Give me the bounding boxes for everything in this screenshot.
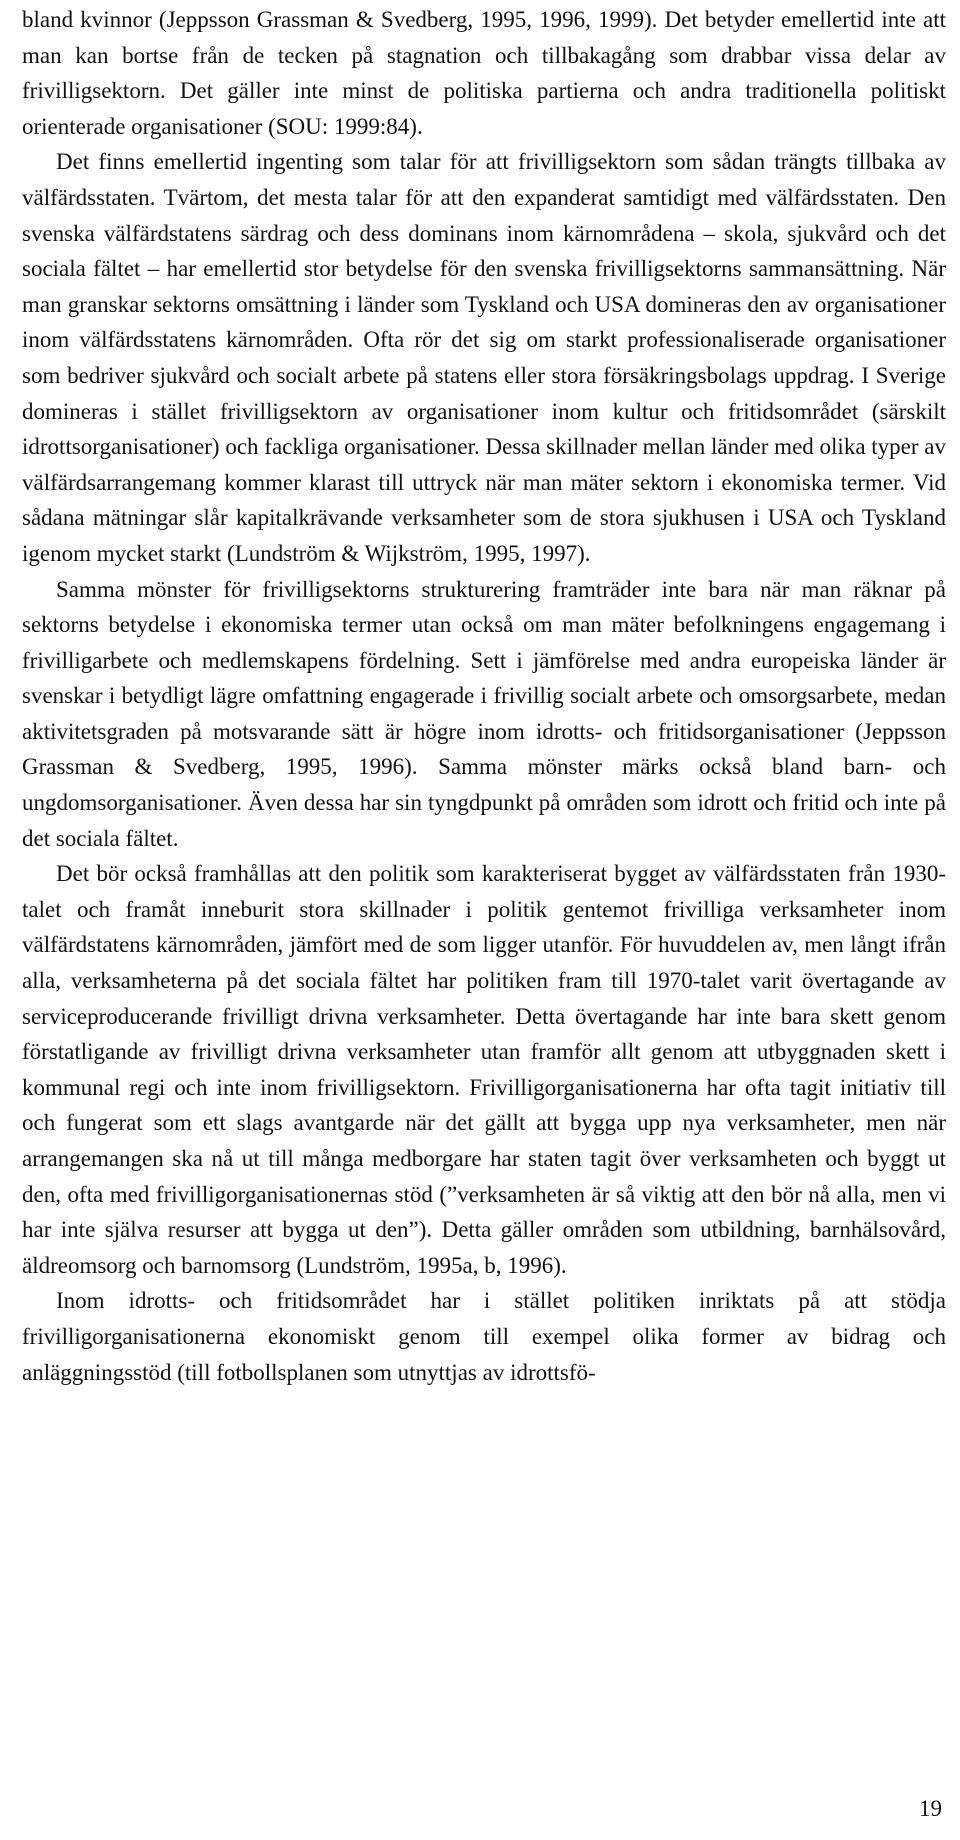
paragraph: Samma mönster för frivilligsektorns strukturering framträder inte bara när man räknar på sektorns betydelse i ekonomiska termer utan också om man mäter befolkningens engagemang i frivilligarbete och medlemskapens fördelning. Sett i jämförelse med andra europeiska länder är svenskar i betydligt lägre omfattning engagerade i frivillig socialt arbete och omsorgsarbete, medan aktivitetsgraden på motsvarande sätt är högre inom idrotts- och fritidsorganisationer (Jeppsson Grassman & Svedberg, 1995, 1996). Samma mönster märks också bland barn- och ungdomsorganisationer. Även dessa har sin tyngdpunkt på områden som idrott och fritid och inte på det sociala fältet. <box>22 576 946 851</box>
page-number: 19 <box>919 1796 942 1821</box>
paragraph: Det bör också framhållas att den politik som karakteriserat bygget av välfärdsstaten från 1930-talet och framåt inneburit stora skillnader i politik gentemot frivilliga verksamheter inom välfärdstatens kärnområden, jämfört med de som ligger utanför. För huvuddelen av, men långt ifrån alla, verksamheterna på det sociala fältet har politiken fram till 1970-talet varit övertagande av serviceproducerande frivilligt drivna verksamheter. Detta övertagande har inte bara skett genom förstatligande av frivilligt drivna verksamheter utan framför allt genom att utbyggnaden skett i kommunal regi och inte inom frivilligsektorn. Frivilligorganisationerna har ofta tagit initiativ till och fungerat som ett slags avantgarde när det gällt att bygga upp nya verksamheter, men när arrangemangen ska nå ut till många medborgare har staten tagit över verksamheten och byggt ut den, ofta med frivilligorganisationernas stöd (”verksamheten är så viktig att den bör nå alla, men vi har inte själva resurser att bygga ut den”). Detta gäller områden som utbildning, barnhälsovård, äldreomsorg och barnomsorg (Lundström, 1995a, b, 1996). <box>22 861 946 1278</box>
paragraph-continued: bland kvinnor (Jeppsson Grassman & Svedberg, 1995, 1996, 1999). Det betyder emellertid inte att man kan bortse från de tecken på stagnation och tillbakagång som drabbar vissa delar av frivilligsektorn. Det gäller inte minst de politiska partierna och andra traditionella politiskt orienterade organisationer (SOU: 1999:84). <box>22 7 946 139</box>
body-text <box>22 2 946 1390</box>
paragraph: Det finns emellertid ingenting som talar för att frivilligsektorn som sådan trängts tillbaka av välfärdsstaten. Tvärtom, det mesta talar för att den expanderat samtidigt med välfärdsstaten. Den svenska välfärdstatens särdrag och dess dominans inom kärnområdena – skola, sjukvård och det sociala fältet – har emellertid stor betydelse för den svenska frivilligsektorns sammansättning. När man granskar sektorns omsättning i länder som Tyskland och USA domineras den av organisationer inom välfärdsstatens kärnområden. Ofta rör det sig om starkt professionaliserade organisationer som bedriver sjukvård och socialt arbete på statens eller stora försäkringsbolags uppdrag. I Sverige domineras i stället frivilligsektorn av organisationer inom kultur och fritidsområdet (särskilt idrottsorganisationer) och fackliga organisationer. Dessa skillnader mellan länder med olika typer av välfärdsarrangemang kommer klarast till uttryck när man mäter sektorn i ekonomiska termer. Vid sådana mätningar slår kapitalkrävande verksamheter som de stora sjukhusen i USA och Tyskland igenom mycket starkt (Lundström & Wijkström, 1995, 1997). <box>22 149 946 566</box>
paragraph: Inom idrotts- och fritidsområdet har i stället politiken inriktats på att stödja frivilligorganisationerna ekonomiskt genom till exempel olika former av bidrag och anläggningsstöd (till fotbollsplanen som utnyttjas av idrottsfö- <box>22 1288 946 1385</box>
